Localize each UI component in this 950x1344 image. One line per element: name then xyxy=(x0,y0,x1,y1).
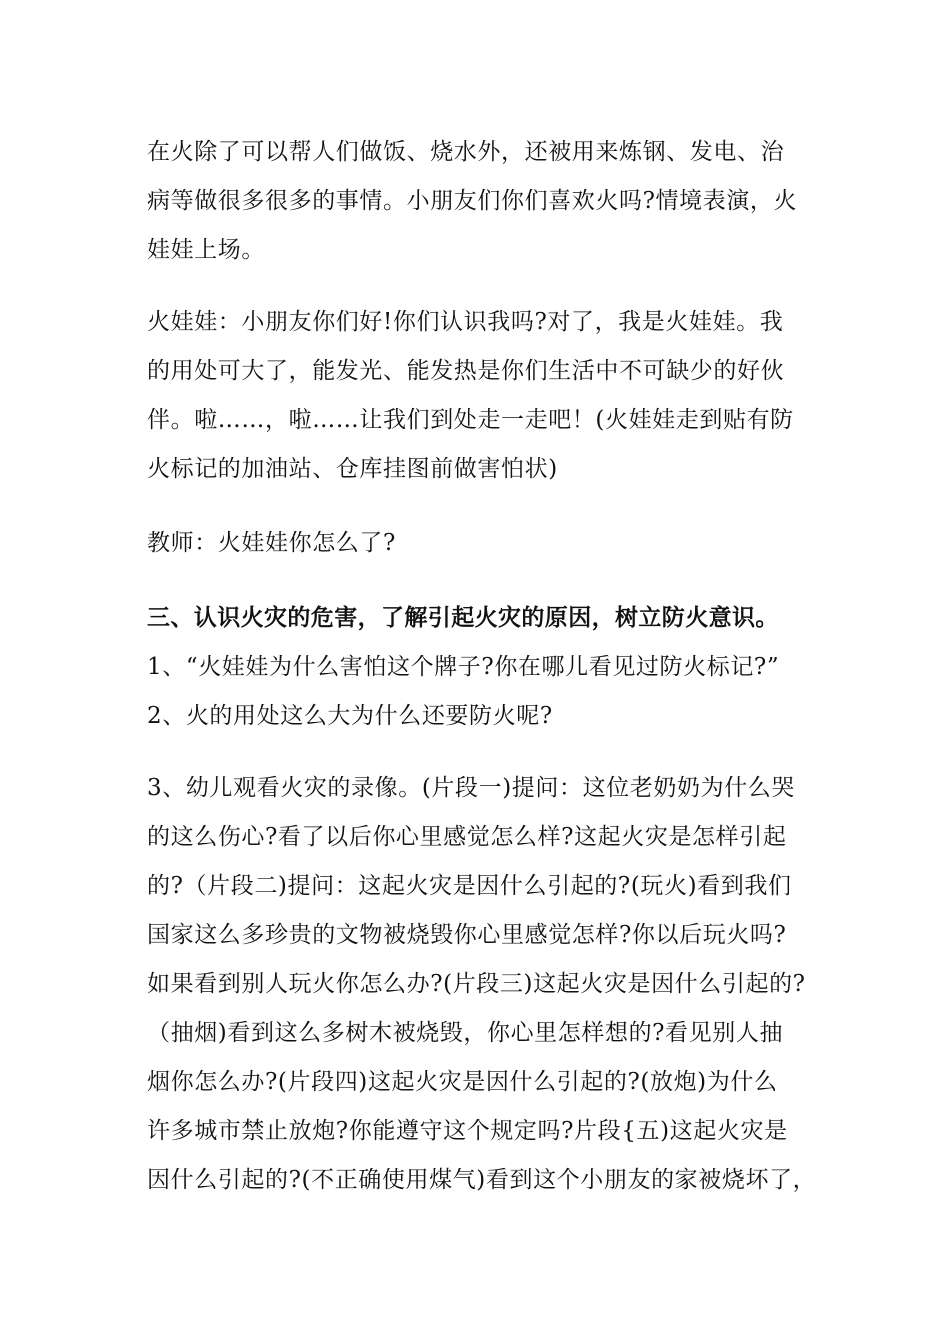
paragraph-2-line-1: 火娃娃：小朋友你们好!你们认识我吗?对了，我是火娃娃。我 xyxy=(147,309,784,335)
item3-line-7: 烟你怎么办?(片段四)这起火灾是因什么引起的?(放炮)为什么 xyxy=(147,1069,778,1095)
item3-line-1: 3、幼儿观看火灾的录像。(片段一)提问：这位老奶奶为什么哭 xyxy=(147,775,795,801)
section-heading: 三、认识火灾的危害，了解引起火灾的原因，树立防火意识。 xyxy=(147,604,779,631)
item3-line-9: 因什么引起的?(不正确使用煤气)看到这个小朋友的家被烧坏了， xyxy=(147,1167,817,1193)
paragraph-1-line-2: 病等做很多很多的事情。小朋友们你们喜欢火吗?情境表演，火 xyxy=(147,188,798,214)
item3-line-2: 的这么伤心?看了以后你心里感觉怎么样?这起火灾是怎样引起 xyxy=(147,824,787,850)
paragraph-2-line-2: 的用处可大了，能发光、能发热是你们生活中不可缺少的好伙 xyxy=(147,358,785,384)
item3-line-4: 国家这么多珍贵的文物被烧毁你心里感觉怎样?你以后玩火吗? xyxy=(147,922,787,948)
item3-line-3: 的?（片段二)提问：这起火灾是因什么引起的?(玩火)看到我们 xyxy=(147,873,792,899)
paragraph-3-line-1: 教师：火娃娃你怎么了? xyxy=(147,530,396,556)
paragraph-2-line-4: 火标记的加油站、仓库挂图前做害怕状) xyxy=(147,456,558,482)
paragraph-2-line-3: 伴。啦……，啦……让我们到处走一走吧！(火娃娃走到贴有防 xyxy=(147,407,794,433)
item3-line-8: 许多城市禁止放炮?你能遵守这个规定吗?片段{五)这起火灾是 xyxy=(147,1118,788,1144)
paragraph-1-line-3: 娃娃上场。 xyxy=(147,237,265,263)
question-1: 1、“火娃娃为什么害怕这个牌子?你在哪儿看见过防火标记?” xyxy=(147,654,780,680)
item3-line-5: 如果看到别人玩火你怎么办?(片段三)这起火灾是因什么引起的? xyxy=(147,971,806,997)
question-2: 2、火的用处这么大为什么还要防火呢? xyxy=(147,703,553,729)
paragraph-1-line-1: 在火除了可以帮人们做饭、烧水外，还被用来炼钢、发电、治 xyxy=(147,139,785,165)
item3-line-6: （抽烟)看到这么多树木被烧毁，你心里怎样想的?看见别人抽 xyxy=(147,1020,784,1046)
